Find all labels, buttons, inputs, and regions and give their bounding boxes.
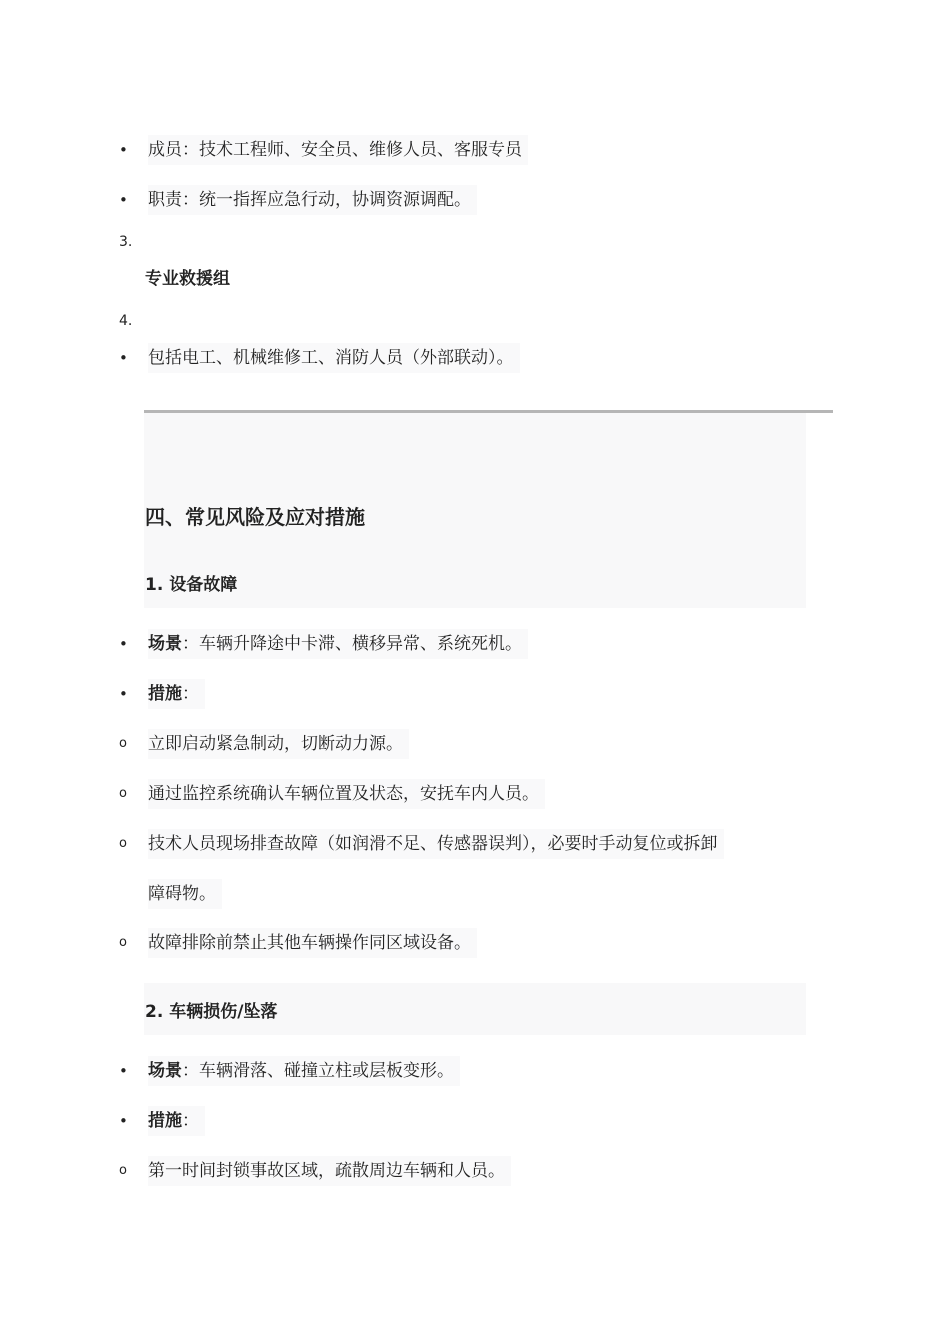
scene-detail: ：车辆升降途中卡滞、横移异常、系统死机。 — [182, 634, 522, 654]
sub-list-item — [0, 928, 950, 958]
numbered-item — [0, 227, 950, 257]
bullet-marker: • — [119, 349, 128, 367]
measures-label: 措施 — [148, 684, 182, 704]
sub-list-item-continuation — [0, 879, 950, 909]
scene-label: 场景 — [148, 1061, 182, 1081]
list-item-text: 包括电工、机械维修工、消防人员（外部联动）。 — [148, 343, 520, 373]
item-number: 4. — [119, 313, 133, 329]
measure-text: 技术人员现场排查故障（如润滑不足、传感器误判），必要时手动复位或拆卸 — [148, 829, 724, 859]
list-item-text: 职责：统一指挥应急行动，协调资源调配。 — [148, 185, 477, 215]
sub-list-item — [0, 1156, 950, 1186]
bullet-marker: • — [119, 685, 128, 703]
measures-text — [148, 1106, 205, 1136]
numbered-item — [0, 306, 950, 336]
measures-colon: ： — [182, 684, 199, 704]
scene-label: 场景 — [148, 634, 182, 654]
scene-text — [148, 629, 528, 659]
list-item — [0, 1106, 950, 1136]
bullet-marker: • — [119, 191, 128, 209]
bullet-marker: • — [119, 1112, 128, 1130]
circle-marker: o — [119, 736, 127, 751]
circle-marker: o — [119, 786, 127, 801]
scene-detail: ：车辆滑落、碰撞立柱或层板变形。 — [182, 1061, 454, 1081]
list-item — [0, 1056, 950, 1086]
item-number: 3. — [119, 234, 133, 250]
bullet-marker: • — [119, 635, 128, 653]
list-item — [0, 135, 950, 165]
sub-list-item — [0, 779, 950, 809]
measure-text-continuation: 障碍物。 — [148, 879, 222, 909]
bullet-marker: • — [119, 141, 128, 159]
subsection-title: 1. 设备故障 — [145, 575, 238, 595]
scene-text — [148, 1056, 460, 1086]
list-item-text: 成员：技术工程师、安全员、维修人员、客服专员 — [148, 135, 528, 165]
rescue-group-title: 专业救援组 — [145, 269, 230, 289]
sub-list-item — [0, 729, 950, 759]
list-item — [0, 185, 950, 215]
circle-marker: o — [119, 935, 127, 950]
circle-marker: o — [119, 836, 127, 851]
list-item — [0, 343, 950, 373]
circle-marker: o — [119, 1163, 127, 1178]
measure-text: 通过监控系统确认车辆位置及状态，安抚车内人员。 — [148, 779, 545, 809]
section-title: 四、常见风险及应对措施 — [145, 505, 365, 529]
sub-list-item — [0, 829, 950, 859]
measure-text: 故障排除前禁止其他车辆操作同区域设备。 — [148, 928, 477, 958]
measures-text — [148, 679, 205, 709]
measures-label: 措施 — [148, 1111, 182, 1131]
list-item — [0, 629, 950, 659]
bullet-marker: • — [119, 1062, 128, 1080]
subsection-title: 2. 车辆损伤/坠落 — [145, 1002, 278, 1022]
measure-text: 第一时间封锁事故区域，疏散周边车辆和人员。 — [148, 1156, 511, 1186]
measure-text: 立即启动紧急制动，切断动力源。 — [148, 729, 409, 759]
measures-colon: ： — [182, 1111, 199, 1131]
list-item — [0, 679, 950, 709]
